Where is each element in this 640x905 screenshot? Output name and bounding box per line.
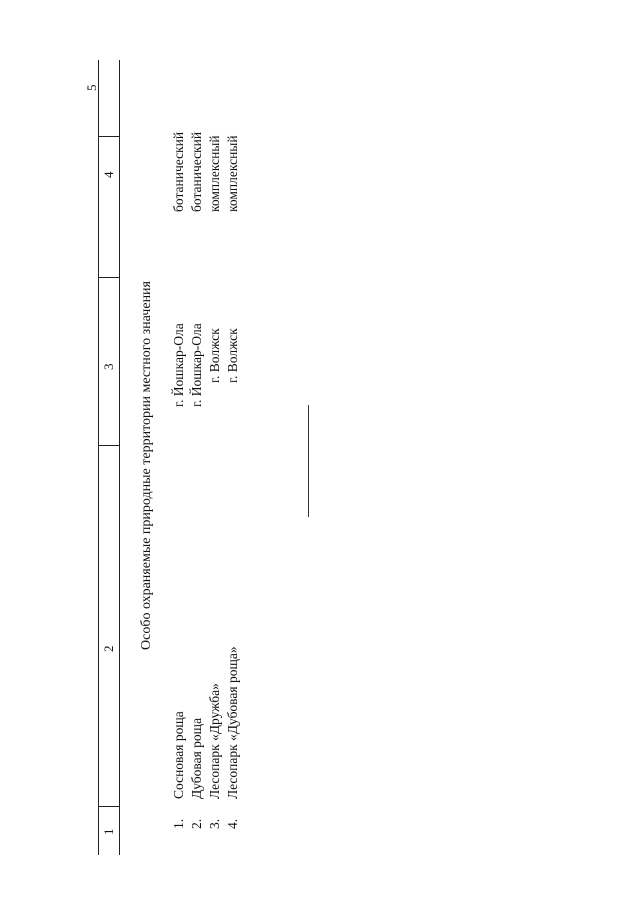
column-number-5: 5 [84,84,99,91]
column-number-3: 3 [101,363,116,370]
header-bottom-line [119,60,120,855]
column-number-2: 2 [101,645,116,652]
row-2-number: 2. [189,818,204,829]
row-1-location: г. Йошкар-Ола [171,323,186,407]
row-3-number: 3. [207,818,222,829]
row-1-profile: ботанический [171,131,186,212]
row-2-location: г. Йошкар-Ола [189,323,204,407]
header-top-line [98,60,99,855]
column-divider [98,445,119,446]
column-number-4: 4 [101,171,116,178]
column-number-1: 1 [101,828,116,835]
row-2-profile: ботанический [189,131,204,212]
column-divider [98,806,119,807]
row-1-name: Сосновая роща [171,711,186,799]
row-3-name: Лесопарк «Дружба» [207,683,222,799]
column-divider [98,277,119,278]
row-4-location: г. Волжск [225,328,240,383]
row-1-number: 1. [171,818,186,829]
row-3-location: г. Волжск [207,328,222,383]
column-divider [98,136,119,137]
row-4-number: 4. [225,818,240,829]
row-3-profile: комплексный [207,135,222,212]
row-4-profile: комплексный [225,135,240,212]
end-separator-line [308,405,309,517]
row-4-name: Лесопарк «Дубовая роща» [225,646,240,799]
row-2-name: Дубовая роща [189,717,204,799]
section-title: Особо охраняемые природные территории местного значения [139,281,154,650]
